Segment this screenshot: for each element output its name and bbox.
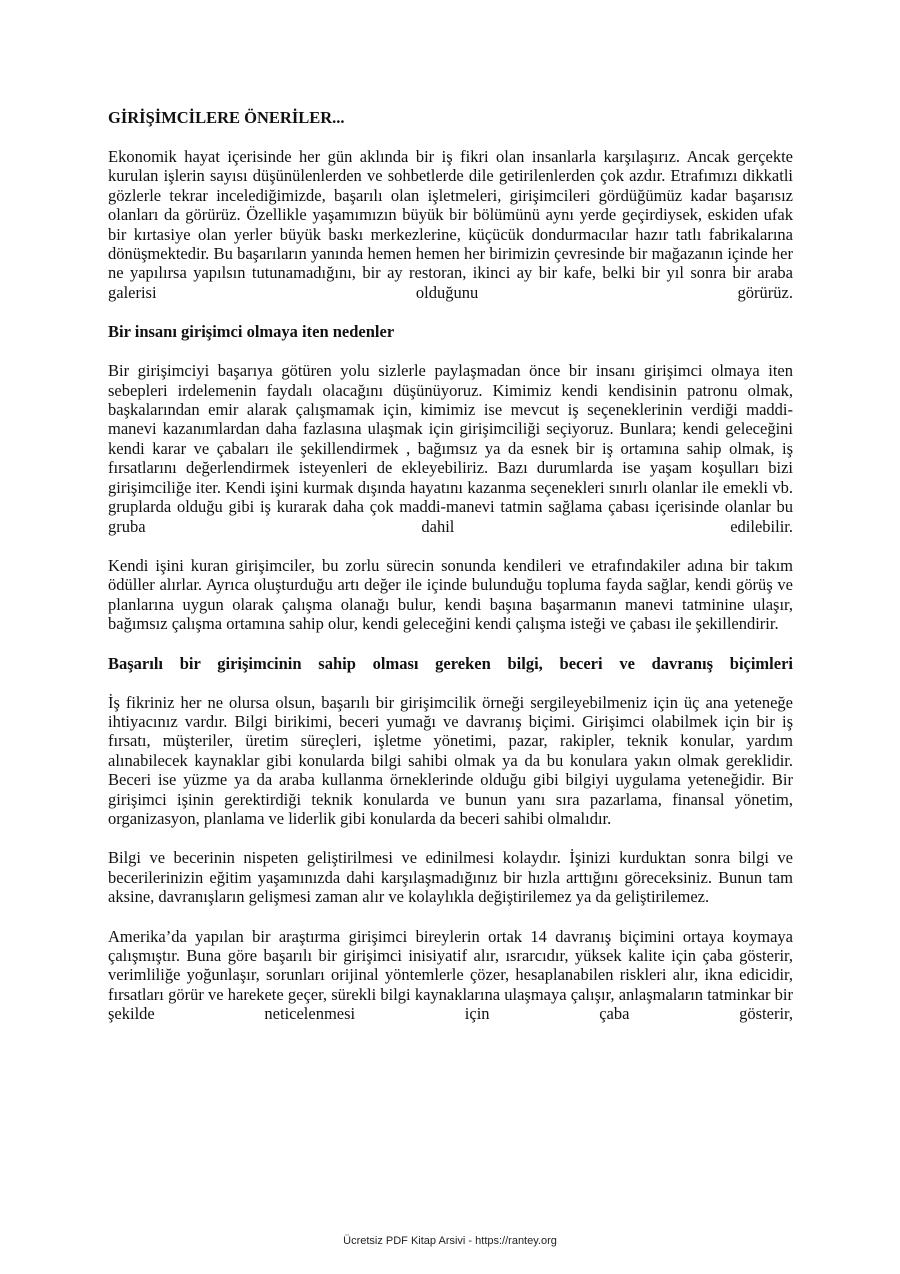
skills-paragraph-1: İş fikriniz her ne olursa olsun, başarılı bir girişimcilik örneği sergileyebilmeniz için üç ana yeteneğe ihtiyacınız vardır. Bilgi birikimi, beceri yumağı ve davranış biçimi. Girişimci olabilmek için bir iş fırsatı, müşteriler, üretim süreçleri, işletme yönetimi, pazar, rakipler, teknik konular, yardım alınabilecek kaynaklar gibi konularda bilgi sahibi olmak ya da bu konulara yakın olmak gereklidir. Beceri ise yüzme ya da araba kullanma örneklerinde olduğu gibi bilgiyi uygulama yeteneğidir. Bir girişimci işinin gerektirdiği teknik konularda ve bunun yanı sıra pazarlama, finansal yönetim, organizasyon, planlama ve liderlik gibi konularda da beceri sahibi olmalıdır.	[108, 692, 793, 828]
skills-paragraph-3: Amerika’da yapılan bir araştırma girişimci bireylerin ortak 14 davranış biçimini ortaya koymaya çalışmıştır. Buna göre başarılı bir girişimci inisiyatif alır, ısrarcıdır, yüksek kalite için çaba gösterir, verimliliğe yoğunlaşır, sorunları orijinal yöntemlerle çözer, hesaplanabilen riskleri alır, ikna edicidir, fırsatları görür ve harekete geçer, sürekli bilgi kaynaklarına ulaşmaya çalışır, anlaşmaların tatminkar bir şekilde neticelenmesi için çaba gösterir,	[108, 926, 793, 1024]
reasons-paragraph-2: Kendi işini kuran girişimciler, bu zorlu sürecin sonunda kendileri ve etrafındakiler adına bir takım ödüller alırlar. Ayrıca oluşturduğu artı değer ile içinde bulunduğu topluma fayda sağlar, kendi görüş ve planlarına uygun olarak çalışma olanağı bulur, kendi başına başarmanın manevi tatminine ulaşır, bağımsız çalışma ortamına sahip olur, kendi geleceğini kendi çalışma isteği ve çabası ile şekillendirir.	[108, 555, 793, 634]
intro-paragraph: Ekonomik hayat içerisinde her gün aklında bir iş fikri olan insanlarla karşılaşırız. Ancak gerçekte kurulan işlerin sayısı düşünülenlerden ve sohbetlerde dile getirilenlerden çok azdır. Etrafımızı dikkatli gözlerle tekrar incelediğimizde, başarılı olan işletmeleri, girişimcileri gördüğümüz kadar başarısız olanları da görürüz. Özellikle yaşamımızın büyük bir bölümünü aynı yerde geçirdiysek, eskiden ufak bir kırtasiye olan yerler büyük baskı merkezlerine, küçücük dondurmacılar hazır tatlı fabrikalarına dönüşmektedir. Bu başarıların yanında hemen hemen her birimizin çevresinde bir mağazanın içinde her ne yapılırsa yapılsın tutunamadığını, bir ay restoran, ikinci ay bir kafe, belki bir yıl sonra bir araba galerisi olduğunu görürüz.	[108, 147, 793, 302]
skills-paragraph-2: Bilgi ve becerinin nispeten geliştirilmesi ve edinilmesi kolaydır. İşinizi kurduktan sonra bilgi ve becerilerinizin eğitim yaşamınızda dahi karşılaşmadığınız bir hızla arttığını göreceksiniz. Bunun tam aksine, davranışların gelişmesi zaman alır ve kolaylıkla değiştirilemez ya da geliştirilemez.	[108, 848, 793, 907]
section-heading-skills: Başarılı bir girişimcinin sahip olması gereken bilgi, beceri ve davranış biçimleri	[108, 653, 793, 673]
section-heading-reasons: Bir insanı girişimci olmaya iten nedenler	[108, 322, 395, 342]
reasons-paragraph-1: Bir girişimciyi başarıya götüren yolu sizlerle paylaşmadan önce bir insanı girişimci olmaya iten sebepleri irdelemenin faydalı olacağını düşünüyoruz. Kimimiz kendi kendisinin patronu olmak, başkalarından emir alarak çalışmamak için, kimimiz ise mevcut iş seçeneklerinin verdiği maddi-manevi kazanımlardan daha fazlasına ulaşmak için girişimciliği seçiyoruz. Bunlara; kendi geleceğini kendi karar ve çabaları ile şekillendirmek , bağımsız ya da esnek bir iş ortamına sahip olmak, iş fırsatlarını değerlendirmek isteyenleri de ekleyebiliriz. Bazı durumlarda ise yaşam koşulları bizi girişimciliğe iter. Kendi işini kurmak dışında hayatını kazanma seçenekleri sınırlı olanlar ile emekli vb. gruplarda olduğu gibi iş kurarak daha çok maddi-manevi tatmin sağlama çabası içerisinde olanlar bu gruba dahil edilebilir.	[108, 361, 793, 536]
page-footer: Ücretsiz PDF Kitap Arsivi - https://rantey.org	[343, 1235, 557, 1247]
document-page	[108, 108, 793, 1044]
document-title: GİRİŞİMCİLERE ÖNERİLER...	[108, 108, 345, 127]
